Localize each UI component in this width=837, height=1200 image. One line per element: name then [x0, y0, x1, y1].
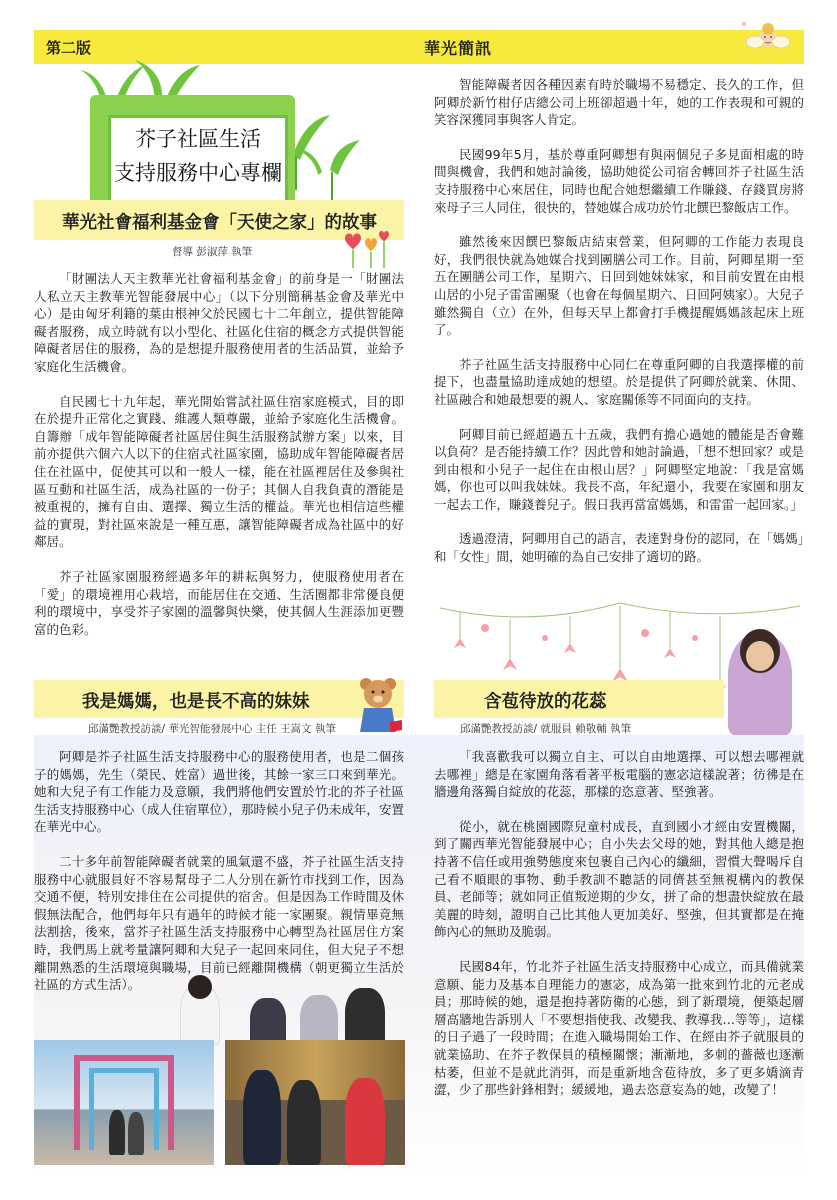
teddy-bear-icon — [352, 674, 404, 738]
story1-paragraph: 芥子社區家園服務經過多年的耕耘與努力，使服務使用者在「愛」的環境裡用心栽培，而能居住在交通、生活圈都非常優良便利的環境中，享受芥子家園的溫馨與快樂，使其個人生涯添加更豐富的色彩。 — [34, 568, 404, 637]
story3-title: 含苞待放的花蕊 — [484, 692, 607, 712]
story1-body — [34, 270, 404, 638]
group-photo-top-right — [230, 980, 400, 1045]
hearts-decoration-icon — [335, 228, 395, 270]
outdoor-photo — [34, 1040, 214, 1165]
column-title-line1: 芥子社區生活 — [135, 127, 261, 151]
portrait-photo — [718, 625, 804, 735]
story1-paragraph: 「財團法人天主教華光社會福利基金會」的前身是一「財團法人私立天主教華光智能發展中心」（以下分別簡稱基金會及華光中心）是由匈牙利籍的葉由根神父於民國七十二年創立，提供智能障礙者服務，成立時就有以小型化、社區化住宿的概念方式提供智能障礙者居住的服務，為的是想提升服務使用者的生活品質，並給予家庭化生活機會。 — [34, 271, 404, 374]
person-figure — [243, 1070, 281, 1165]
person-figure — [287, 1080, 321, 1165]
story2-cont-paragraph: 雖然後來因饌巴黎飯店結束營業，但阿卿的工作能力表現良好，我們很快就為她媒合找到團膳公司工作。目前，阿卿星期一至五在團膳公司工作，星期六、日回到她妹妹家，和目前安置在由根山居的小兒子雷雷團聚（也會在每個星期六、日回阿姨家）。大兒子雖然獨自（立）在外，但每天早上都會打手機提醒媽媽該起床上班了。 — [434, 234, 804, 338]
story2-cont-paragraph: 阿卿目前已經超過五十五歲，我們有擔心過她的體能是否會難以負荷？是否能持續工作？因此曾和她討論過，「想不想回家？或是到由根和小兒子一起住在由根山居？」阿卿堅定地說：「我是富媽媽，你也可以叫我妹妹。我長不高，年紀還小，我要在家園和朋友一起去工作，賺錢養兒子。假日我再當富媽媽，和雷雷一起回家。」 — [434, 426, 804, 512]
face-shape — [746, 641, 774, 671]
header-bar — [34, 30, 804, 64]
column-title-line2: 支持服務中心專欄 — [114, 161, 282, 185]
cherub-decoration-icon — [738, 16, 798, 66]
edition-label: 第二版 — [46, 39, 92, 57]
head-shape — [188, 975, 212, 999]
publication-title: 華光簡訊 — [424, 39, 493, 58]
story2-paragraph: 二十多年前智能障礙者就業的風氣還不盛，芥子社區生活支持服務中心就服員好不容易幫母子二人分別在新竹市找到工作，因為交通不便，特別安排住在公司提供的宿舍。但是因為工作時間及休假無法配合，他們每年只有過年的時候才能一家團聚。親情畢竟無法割捨，後來，當芥子社區生活支持服務中心轉型為社區居住方案時，我們馬上就考量讓阿卿和大兒子一起回來同住，但大兒子不想離開熟悉的生活環境與職場，目前已經離開機構（朝更獨立生活於社區的方式生活）。 — [34, 853, 404, 993]
story2-body — [34, 748, 404, 994]
story2-cont-paragraph: 芥子社區生活支持服務中心同仁在尊重阿卿的自我選擇權的前提下，也盡量協助達成她的想望。於是提供了阿卿於就業、休閒、社區融合和她最想要的親人、家庭關係等不同面向的支持。 — [434, 356, 804, 407]
story3-paragraph: 「我喜歡我可以獨立自主、可以自由地選擇、可以想去哪裡就去哪裡」總是在家園角落看著平板電腦的憲宓這樣說著；彷彿是在牆邊角落獨自綻放的花蕊，那樣的恣意著、堅強著。 — [434, 749, 804, 800]
story1-title: 華光社會福利基金會「天使之家」的故事 — [62, 213, 377, 233]
person-figure — [128, 1112, 144, 1155]
indoor-photo — [225, 1040, 405, 1165]
story1-paragraph: 自民國七十九年起，華光開始嘗試社區住宿家庭模式，目的即在於提升正常化之實踐、維護人類尊嚴，並給予家庭化生活機會。自籌辦「成年智能障礙者社區居住與生活服務試辦方案」以來，目前亦提供六個六人以下的住宿式社區家園，協助成年智能障礙者居住在社區中，促使其可以和一般人一樣，能在社區裡居住及參與社區互動和社區生活，成為社區的一份子；其個人自我負責的潛能是被重視的，擁有自由、選擇、獨立生活的權益。華光也相信這些權益的實現，對社區來說是一種互惠，讓智能障礙者成為社區中的好鄰居。 — [34, 393, 404, 550]
story2-continued-body — [434, 76, 804, 566]
column-title — [108, 122, 288, 190]
column-banner — [60, 60, 380, 210]
person-figure — [300, 995, 338, 1045]
story2-cont-paragraph: 透過澄清，阿卿用自己的語言，表達對身份的認同，在「媽媽」和「女性」間，她明確的為自己安排了適切的路。 — [434, 531, 804, 565]
story2-cont-paragraph: 智能障礙者因各種因素有時於職場不易穩定、長久的工作，但阿卿於新竹柑仔店總公司上班卻超過十年，她的工作表現和可親的笑容深獲同事與客人肯定。 — [434, 77, 804, 128]
person-figure — [109, 1110, 125, 1155]
person-figure — [250, 998, 286, 1045]
person-figure — [345, 1078, 385, 1165]
story2-paragraph: 阿卿是芥子社區生活支持服務中心的服務使用者，也是二個孩子的媽媽，先生（榮民、姓富）過世後，其餘一家三口來到華光。她和大兒子有工作能力及意願，我們將他們安置於竹北的芥子社區生活支持服務中心（成人住宿單位），那時候小兒子仍未成年，安置在華光中心。 — [34, 749, 404, 835]
story3-paragraph: 民國84年，竹北芥子社區生活支持服務中心成立，而具備就業意願、能力及基本自理能力的憲宓，成為第一批來到竹北的元老成員；那時候的她，還是抱持著防衛的心態，到了新環境，便築起層層高牆地告訴別人「不要想指使我、改變我、教導我…等等」，這樣的日子過了一段時間；在進入職場開始工作、在經由芥子就服員的就業協助、在芥子教保員的積極關懷；漸漸地，多刺的薔薇也逐漸枯萎，但並不是就此消弭，而是重新地含苞待放，多了更多嬌滴青澀，少了那些針鋒相對；緩緩地，過去恣意妄為的她，改變了！ — [434, 958, 804, 1098]
story2-byline: 邱滿艷教授訪談/ 華光智能發展中心 主任 王嵩文 執筆 — [88, 723, 336, 735]
story3-body — [434, 748, 804, 1099]
story1-byline: 督導 彭淑萍 執筆 — [172, 246, 253, 258]
story3-byline: 邱滿艷教授訪談/ 就服員 賴敬輔 執筆 — [460, 723, 632, 735]
person-figure — [345, 988, 385, 1045]
story3-paragraph: 從小，就在桃園國際兒童村成長，直到國小才經由安置機關，到了關西華光智能發展中心；自小失去父母的她，對其他人總是抱持著不信任或用強勢態度來包裹自己內心的纖細，習慣大聲喝斥自己看不順眼的事物、動手教訓不聽話的同儕甚至無視構內的教保員、老師等；就如同正值叛逆期的少女，拼了命的想盡快綻放在最美麗的時刻，證明自己比其他人更加美好、堅強，但其實都是在掩飾內心的無助及脆弱。 — [434, 818, 804, 940]
story2-cont-paragraph: 民國99年5月，基於尊重阿卿想有與兩個兒子多見面相處的時間與機會，我們和她討論後，協助她從公司宿舍轉回芥子社區生活支持服務中心來居住，同時也配合她想繼續工作賺錢、存錢買房將來母子三人同住，很快的，替她媒合成功於竹北饌巴黎飯店工作。 — [434, 146, 804, 215]
story2-title: 我是媽媽，也是長不高的妹妹 — [82, 692, 310, 712]
